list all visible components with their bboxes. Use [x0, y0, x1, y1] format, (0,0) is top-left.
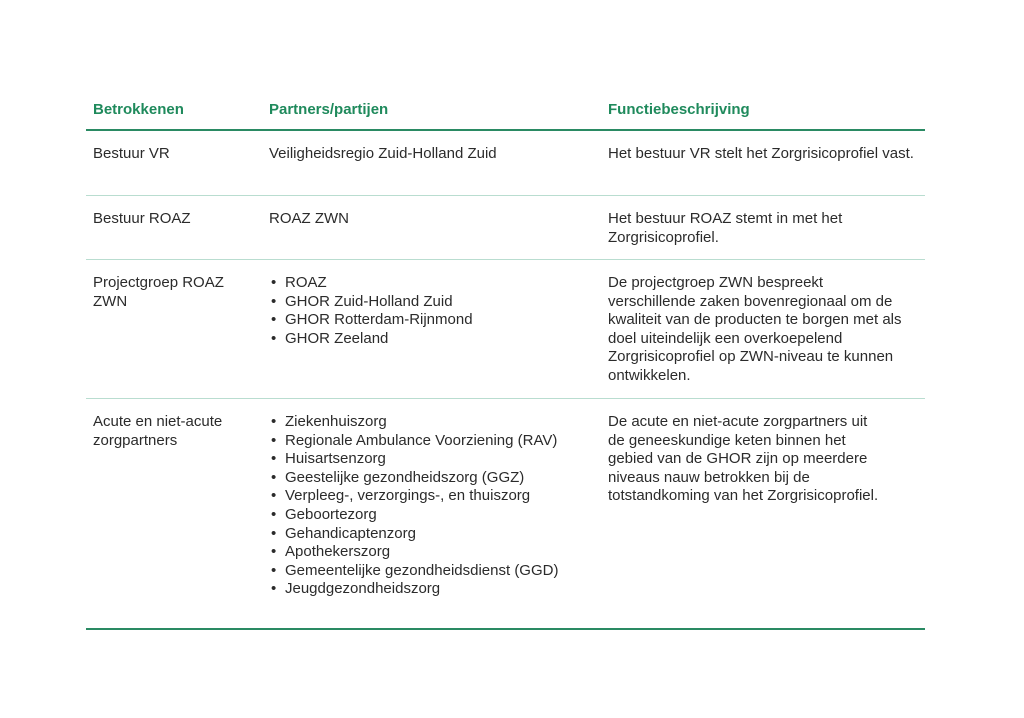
partner-name: GHOR Zeeland [285, 329, 389, 347]
header-partners: Partners/partijen [269, 101, 389, 118]
partner-list-item [269, 562, 589, 581]
partner-list-item [269, 506, 589, 525]
bullet-icon: • [271, 543, 277, 561]
bullet-icon: • [271, 468, 277, 486]
bullet-icon: • [271, 505, 277, 523]
partner-list-item [269, 413, 589, 432]
partner-name: Jeugdgezondheidszorg [285, 580, 441, 598]
header-functiebeschrijving: Functiebeschrijving [608, 101, 750, 118]
partner-list-item [269, 330, 601, 349]
partner-list-item [269, 293, 601, 312]
header-betrokkenen: Betrokkenen [93, 101, 184, 118]
partner-name: GHOR Zuid-Holland Zuid [285, 292, 453, 310]
cell-betrokkenen: Bestuur ROAZ [93, 210, 191, 227]
partner-list-item [269, 432, 589, 451]
partner-name: Gehandicaptenzorg [285, 524, 416, 542]
partner-name: GHOR Rotterdam-Rijnmond [285, 311, 473, 329]
table-row [86, 196, 925, 260]
partner-name: Ziekenhuiszorg [285, 413, 387, 430]
table-row [86, 260, 925, 399]
partner-name: Geestelijke gezondheidszorg (GGZ) [285, 468, 525, 486]
bullet-icon: • [271, 274, 277, 291]
partner-list-item [269, 543, 589, 562]
bullet-icon: • [271, 311, 277, 329]
partner-name: Huisartsenzorg [285, 450, 386, 468]
bullet-icon: • [271, 487, 277, 505]
cell-partners: Veiligheidsregio Zuid-Holland Zuid [269, 145, 497, 162]
partner-name: Verpleeg-, verzorgings-, en thuiszorg [285, 487, 531, 505]
bullet-icon: • [271, 329, 277, 347]
partner-list-item [269, 450, 589, 469]
cell-functie: Het bestuur ROAZ stemt in met het Zorgrisicoprofiel. [608, 210, 843, 246]
cell-partners: ROAZ ZWN [269, 210, 349, 227]
cell-betrokkenen: Acute en niet-acute zorgpartners [93, 413, 223, 449]
partner-list-item [269, 274, 601, 293]
partner-list-item [269, 311, 601, 330]
partner-list-item [269, 469, 589, 488]
table-row [86, 399, 925, 630]
partners-list [269, 413, 601, 599]
bullet-icon: • [271, 580, 277, 598]
bullet-icon: • [271, 524, 277, 542]
partner-name: Apothekerszorg [285, 543, 391, 561]
partner-name: Regionale Ambulance Voorziening (RAV) [285, 431, 558, 449]
table-header-row [86, 96, 925, 131]
bullet-icon: • [271, 292, 277, 310]
cell-functie: De acute en niet-acute zorgpartners uit de geneeskundige keten binnen het gebied van de GHOR zijn op meerdere niveaus nauw betrokken bij de totstandkoming van het Zorgrisicoprofiel. [608, 413, 879, 505]
bullet-icon: • [271, 450, 277, 468]
cell-functie: Het bestuur VR stelt het Zorgrisicoprofiel vast. [608, 145, 914, 162]
bullet-icon: • [271, 561, 277, 579]
cell-betrokkenen: Projectgroep ROAZ ZWN [93, 274, 224, 310]
partner-name: Geboortezorg [285, 505, 377, 523]
partner-name: Gemeentelijke gezondheidsdienst (GGD) [285, 561, 559, 579]
partner-list-item [269, 487, 589, 506]
cell-betrokkenen: Bestuur VR [93, 145, 170, 162]
table-row [86, 131, 925, 196]
bullet-icon: • [271, 413, 277, 430]
partner-name: ROAZ [285, 274, 327, 291]
involvement-table [86, 96, 925, 630]
partners-list [269, 274, 601, 348]
cell-functie: De projectgroep ZWN bespreekt verschillende zaken bovenregionaal om de kwaliteit van de producten te borgen met als doel uiteindelijk een overkoepelend Zorgrisicoprofiel op ZWN-niveau te kunnen ontwikkelen. [608, 274, 902, 384]
partner-list-item [269, 580, 589, 599]
bullet-icon: • [271, 431, 277, 449]
partner-list-item [269, 525, 589, 544]
